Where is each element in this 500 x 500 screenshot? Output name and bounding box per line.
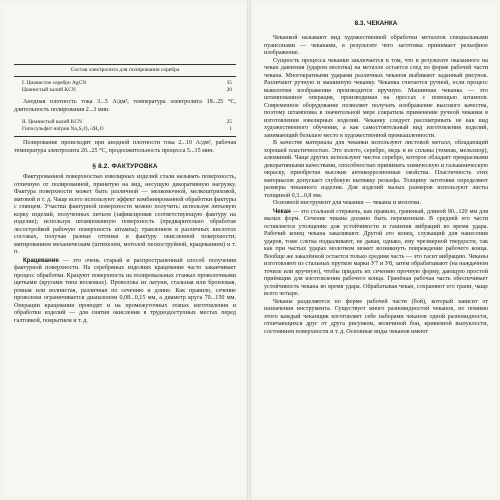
table-title: Состав электролита для полирования серебра — [70, 67, 180, 73]
term-lead: Крацевание — [23, 256, 59, 264]
table-row — [14, 126, 236, 133]
paragraph: Сущность процесса чеканки заключается в том, что в результате оказанного на чекан давления (ударом молотка) на металле остается след по форме рабочей части чекана. Многократными ударами различных чеканов выбивают заданный рисунок. Различают ручную и машинную чеканку. Чеканка считается ручной, если процесс выколотки изображения производится вручную. Машинная чеканка — это штампованное операция, производимая на прессах с помощью штампов. Современное оборудование позволяет получать изображение высокого качества, поэтому штамповка в значительной мере сократила применение ручной чеканки в изготовлении ювелирных изделий. Чеканку следует рассматривать не как вид художественного обучения, а как самостоятельный вид изготовления изделий, занимающий большое место в художественной промышленности. — [264, 57, 488, 139]
table-rule-top — [14, 64, 236, 65]
book-gutter — [247, 0, 251, 500]
left-page — [2, 4, 246, 496]
paragraph-text: — это очень старый и распространенный способ получения фактурной поверхности. На серебряных изделиях крацевание часто заканчивает процесс обработки. Крацуют поверхность на полировальных станках проволочными щетками (кругами типа восковых). Проволока из латуни, стальная или бронзовая, ровная или волнистая, различная по сечению и длине. Как правило, сечение проволоки ограничивается диапазоном 0,08...0,15 мм, а диаметр круга 70...150 мм. Операции крацевания проводят и на промежуточных этапах изготовления и обработки изделий — для снятия окисления в труднодоступных местах перед галтовкой, покрытием и т. д. — [14, 257, 236, 324]
table-cell-label: II. Цианистый калий KCN — [22, 119, 82, 125]
paragraph: Чеканы разделяются по форме рабочей части (бой), который зависит от назначения инструмента. Существует много разновидностей чеканов, но помимо этого каждый чеканщик изготовляет себе наборами чеканов одной разновидности, отличающихся друг от друга рисунком, величиной бои, кривизной выпуклости, состоянием поверхности и т. д. Основные виды чеканов имеют — [264, 298, 488, 335]
paragraph: Фактурованной поверхностью ювелирных изделий стали называть поверхность, отличную от полированной, принятую на вид, несущую декоративную нагрузку. Фактура поверхности может быть различной — мелкомочной, мелкоштриховой, матовой и т. д. Чаще всего используют эффект комбинированной обработки фактуры с глянцем. Участки фактурной поверхности можно получить: используя литьевую корку изделий, полученных литьем (зафиксировав соответствующую фактуру на изделие); используя штампованную поверхность (предварительно обработав лесостройкой рабочую поверхность штампа); травлением в различных кислотах составах, получая разные оттенки и фактуру окисленной поверхности; матированием механическим (штихелем, мотолой пескоструйной, крацеванием) и т. п. — [14, 174, 236, 255]
paragraph: Полирование происходит при анодной плотности тока 2...10 А/дм², рабочая температура электролита 20...25 °С, продолжительность процесса 5...15 мин. — [14, 140, 236, 154]
paragraph: Основной инструмент для чеканки — чеканы и молотки. — [273, 200, 421, 206]
table-cell-value: 25 — [226, 119, 232, 125]
table-row — [14, 119, 236, 126]
table-cell-value: 35 — [226, 80, 232, 86]
table-cell-label: I. Цианистое серебро AgCN — [22, 80, 87, 86]
term-lead: Чекан — [273, 207, 291, 215]
right-page — [252, 4, 498, 496]
section-heading: § 8.2. ФАКТУРОВКА — [92, 163, 158, 170]
running-head: 8.3. ЧЕКАНКА — [354, 20, 398, 27]
table-row — [14, 87, 236, 94]
table-cell-label: Гипосульфит натрия Na₂S₂O₃·2H₂O — [22, 126, 104, 132]
paragraph: Чеканкой называют вид художественной обработки металлов специальными пуансонами — чеканами, в результате чего заготовка принимает рельефное изображение. — [264, 35, 488, 56]
table-cell-label: Цианистый калий KCN — [22, 87, 76, 93]
paragraph: Анодная плотность тока 3...5 А/дм², температура электролита 18...25 °С, длительность полирования 2...3 мин. — [14, 99, 236, 113]
table-cell-value: 1 — [229, 126, 232, 132]
paragraph-text: — это стальной стержень, как правило, граненый, длиной 90...120 мм для малых форм. Сечение чекана должно быть переменным. В средней его части оставляется утолщение для устойчивости и гашения вибраций во время удара. Рабочий конец чекана закаливают. Другой его конец, служащий для нанесения ударов, тоже слегка подкаливают, не давая, однако, ему чрезмерной твердости, так как при частых ударах молотком может возникнуть повреждение рабочего конца. Вообще же закалённой остается только средняя часть — это гасит вибрацию. Чеканы изготовляют из стальных прутков марки У7 и У8, затем обрабатывают (на наждачном точиле или вручную), чтобы придать их сечению прочную форму, дающую простой приёмщик для изготовления рабочего конца. Гранёная рабочая часть обеспечивает устойчивость чекана во время удара. Обрабатывая чекан, сохраняют его грани, чаще всего четыре. — [264, 208, 488, 297]
table-cell-value: 20 — [226, 87, 232, 93]
table-row — [14, 80, 236, 87]
paragraph — [14, 257, 236, 326]
paragraph — [264, 208, 488, 299]
paragraph: В качестве материала для чеканки используют листовой металл, обладающий хорошей пластичностью. Это золото, серебро, медь и ее сплавы (томпак, мельхиор), алюминий. Чаще других используют чистое серебро, которое обладает прекрасными декоративными качествами, способностью принимать химическую и гальваническую окраску, приобретая высокие антикоррозионные свойства. Пластичность этих материалов допускает глубокую вытяжку рельефа. Толщину заготовки определяют размеры чеканного изделия. Для изделий малых размеров используют листы толщиной 0,3...0,8 мм. — [264, 140, 488, 199]
